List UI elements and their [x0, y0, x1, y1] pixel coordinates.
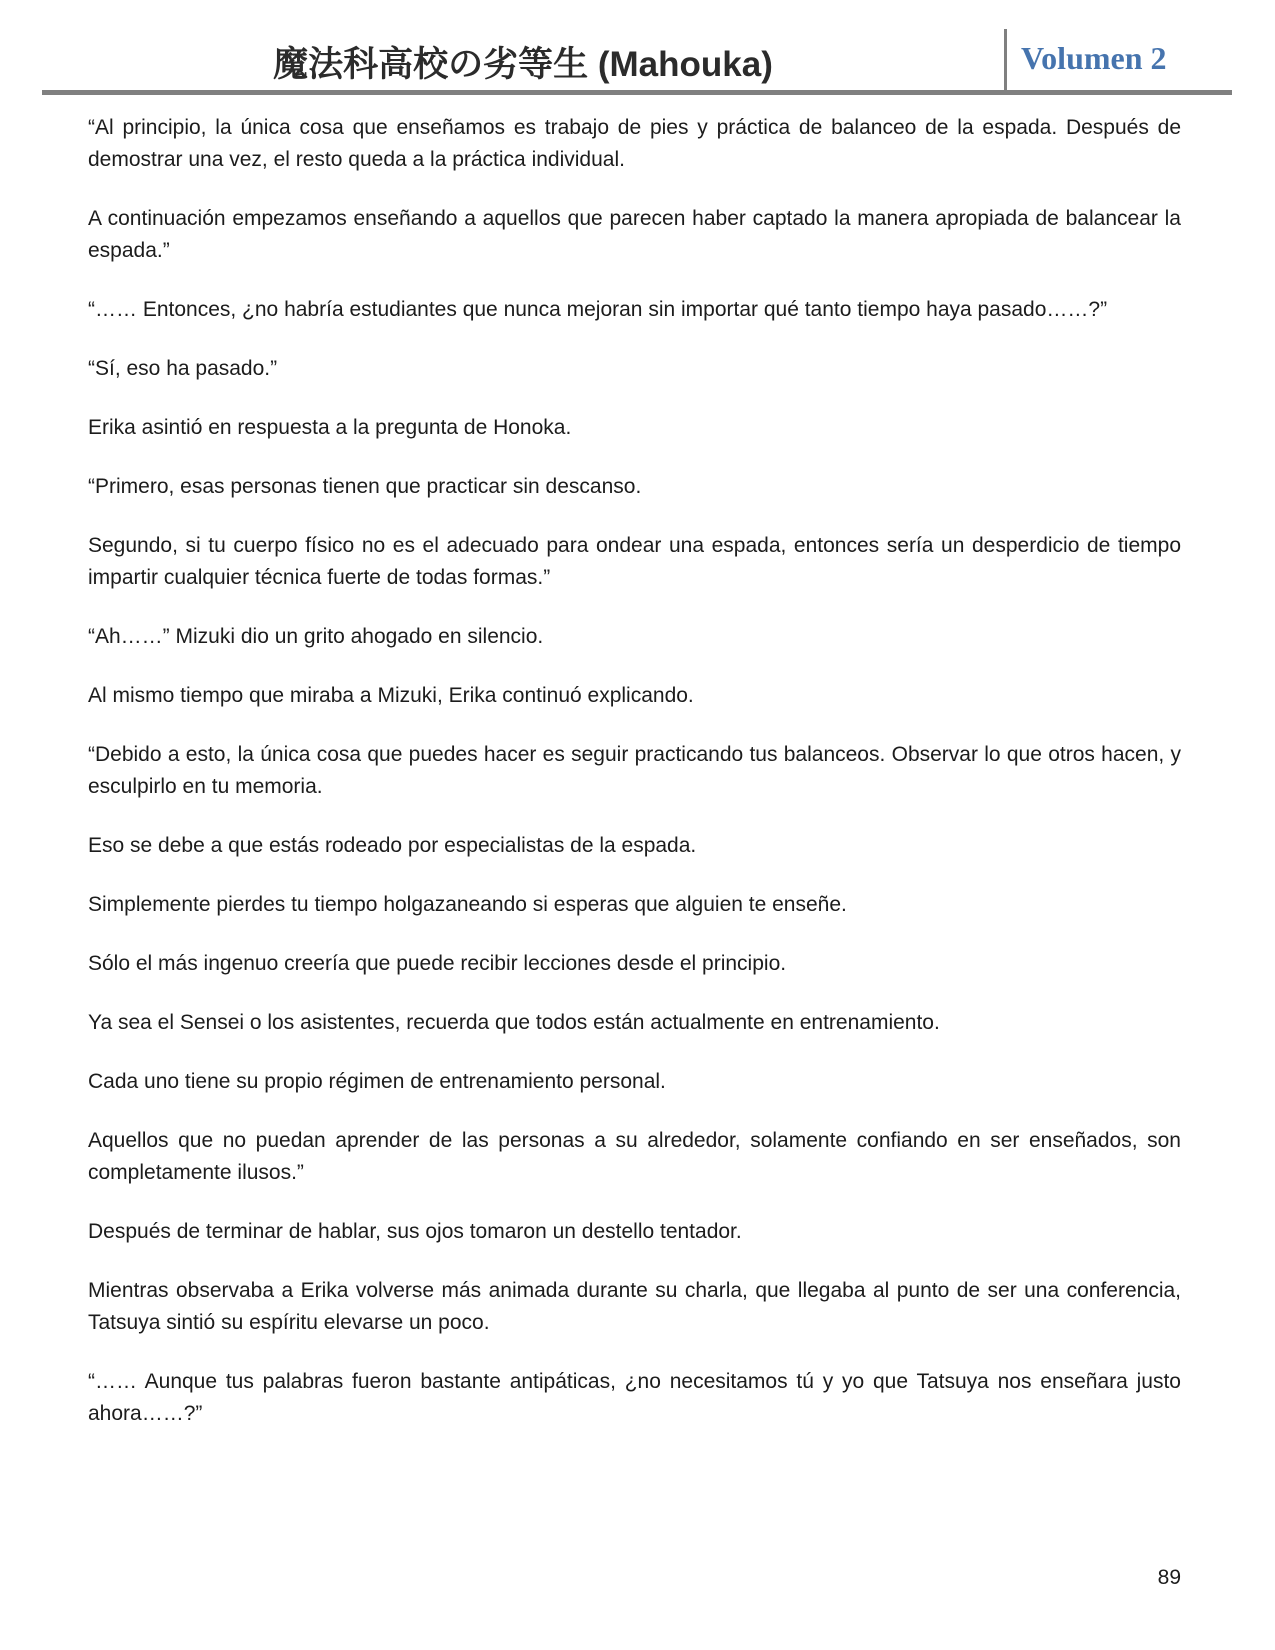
volume-label: Volumen 2 [1021, 39, 1167, 76]
paragraph: “Debido a esto, la única cosa que puedes hacer es seguir practicando tus balanceos. Observar lo que otros hacen, y esculpirlo en tu memoria. [88, 743, 1181, 798]
page-header [42, 0, 1232, 95]
paragraph: “Ah……” Mizuki dio un grito ahogado en silencio. [88, 625, 544, 648]
paragraph: Eso se debe a que estás rodeado por especialistas de la espada. [88, 834, 697, 857]
paragraph: “…… Entonces, ¿no habría estudiantes que nunca mejoran sin importar qué tanto tiempo haya pasado……?” [88, 298, 1108, 321]
paragraph: “Al principio, la única cosa que enseñamos es trabajo de pies y práctica de balanceo de la espada. Después de demostrar una vez, el resto queda a la práctica individual. [88, 116, 1181, 171]
paragraph: Sólo el más ingenuo creería que puede recibir lecciones desde el principio. [88, 952, 787, 975]
paragraph: Después de terminar de hablar, sus ojos tomaron un destello tentador. [88, 1220, 742, 1243]
page-number: 89 [1157, 1566, 1181, 1589]
paragraph: “…… Aunque tus palabras fueron bastante antipáticas, ¿no necesitamos tú y yo que Tatsuya nos enseñara justo ahora……?” [88, 1370, 1181, 1425]
paragraph: Simplemente pierdes tu tiempo holgazaneando si esperas que alguien te enseñe. [88, 893, 847, 916]
paragraph: Segundo, si tu cuerpo físico no es el adecuado para ondear una espada, entonces sería un desperdicio de tiempo impartir cualquier técnica fuerte de todas formas.” [88, 534, 1181, 589]
paragraph: Ya sea el Sensei o los asistentes, recuerda que todos están actualmente en entrenamiento. [88, 1011, 940, 1034]
header-volume-cell [1004, 29, 1232, 90]
header-title-cell [42, 0, 1004, 90]
paragraph: Cada uno tiene su propio régimen de entrenamiento personal. [88, 1070, 666, 1093]
paragraph: “Primero, esas personas tienen que practicar sin descanso. [88, 475, 642, 498]
page-body [88, 112, 1181, 1457]
paragraph: Al mismo tiempo que miraba a Mizuki, Erika continuó explicando. [88, 684, 694, 707]
page-title: 魔法科高校の劣等生 (Mahouka) [273, 45, 773, 84]
paragraph: “Sí, eso ha pasado.” [88, 357, 278, 380]
paragraph: A continuación empezamos enseñando a aquellos que parecen haber captado la manera apropiada de balancear la espada.” [88, 207, 1181, 262]
paragraph: Aquellos que no puedan aprender de las personas a su alrededor, solamente confiando en ser enseñados, son completamente ilusos.” [88, 1129, 1181, 1184]
paragraph: Erika asintió en respuesta a la pregunta de Honoka. [88, 416, 572, 439]
paragraph: Mientras observaba a Erika volverse más animada durante su charla, que llegaba al punto de ser una conferencia, Tatsuya sintió su espíritu elevarse un poco. [88, 1279, 1181, 1334]
